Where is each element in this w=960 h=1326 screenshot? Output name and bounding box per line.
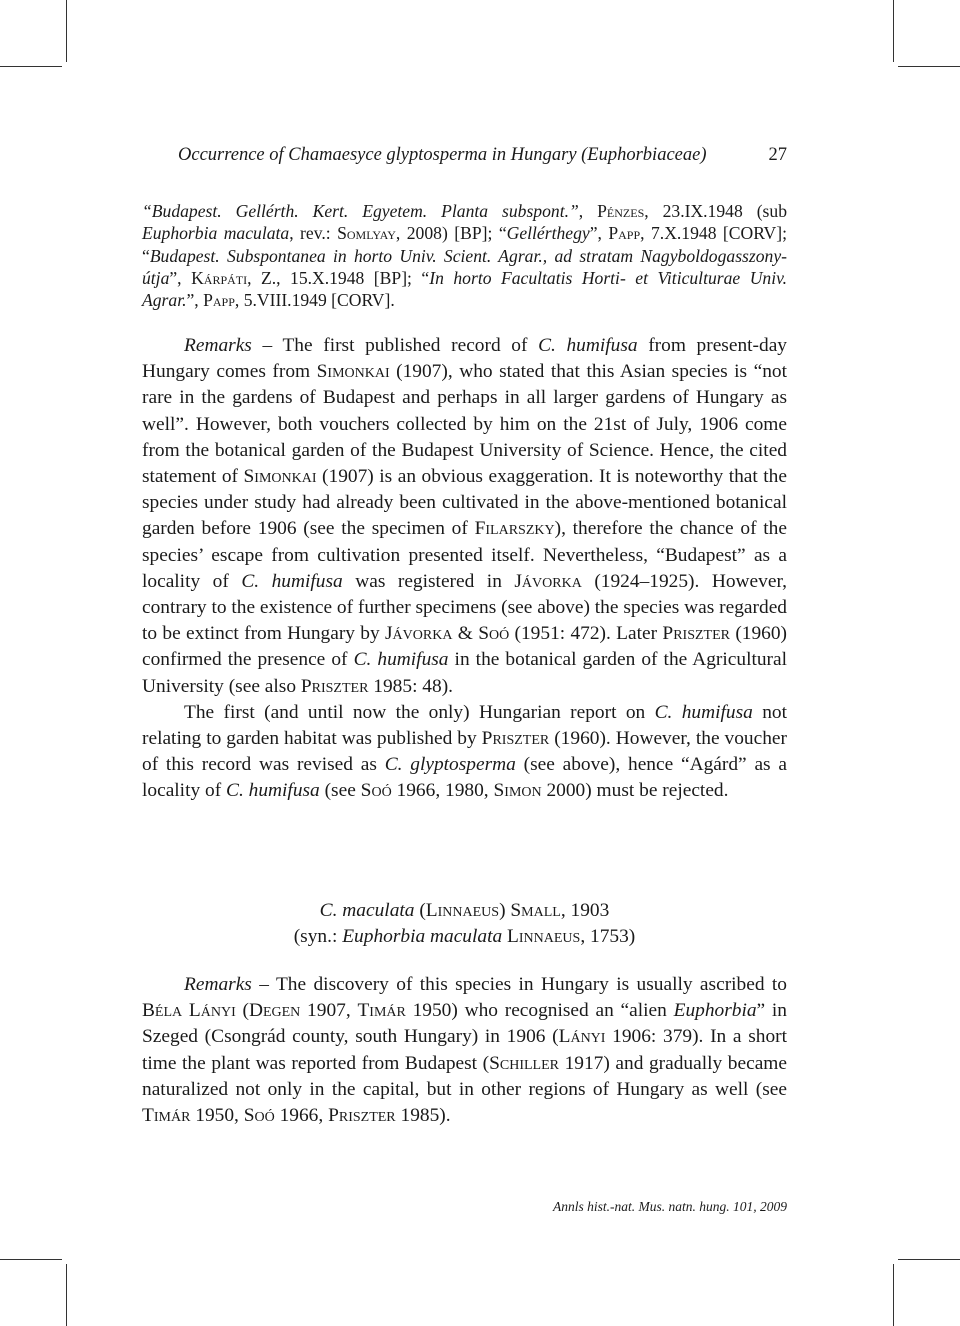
m-t9: Euphorbia [673, 1000, 757, 1022]
r1-t2: – The first published record of [251, 335, 539, 356]
r1-t9: Filarszky [474, 518, 555, 540]
sh-l2b: Euphorbia maculata [342, 926, 503, 948]
m-t18: 1966, [274, 1105, 329, 1127]
r1-t7: Simonkai [243, 466, 317, 488]
cit-s15: Kárpáti [191, 267, 248, 288]
m-t13: Schiller [489, 1052, 559, 1074]
cit-s1: “Budapest. Gellérth. Kert. Egyetem. Planta subspont.” [142, 201, 579, 221]
crop-mark-bottom-right [893, 1264, 894, 1326]
r1-t21: C. humifusa [353, 649, 449, 671]
species-heading-line-2 [142, 924, 787, 950]
r1-t1: Remarks [184, 335, 252, 356]
r2-t10: Soó [360, 780, 392, 802]
r2-t8: C. humifusa [226, 780, 320, 802]
r1-t20: (1960) confirmed the presence of [142, 623, 788, 671]
running-header [142, 143, 787, 167]
cit-s10: ”, [589, 223, 609, 244]
crop-mark-top-left-h [0, 66, 62, 67]
r1-t10: ), therefore the chance of the species’ escape from cultivation presented itself. Nevertheless, “Budapest” as a locality of [142, 518, 787, 592]
m-t5: Degen [248, 1000, 301, 1022]
m-t11: Lányi [558, 1026, 606, 1048]
r1-t18: (1951: 472). Later [509, 623, 663, 645]
sh-l1e: Small [510, 900, 561, 921]
remarks-paragraph-2 [142, 700, 787, 805]
cit-s3: Pénzes [597, 201, 645, 221]
cit-s9: Gellérthegy [506, 223, 590, 244]
r1-t16: & [452, 623, 479, 645]
cit-s7: Somlyay [337, 223, 396, 244]
r2-t1: The first (and until now the only) Hungarian report on [184, 701, 655, 723]
m-t3: Béla Lányi [142, 1000, 236, 1022]
m-t17: Soó [243, 1105, 275, 1127]
r2-t13: 2000) must be rejected. [541, 780, 729, 802]
page-number: 27 [768, 145, 787, 165]
cit-s2: , [578, 201, 598, 221]
specimen-citation [142, 200, 787, 311]
r1-t4: from present-day Hungary comes from [142, 335, 787, 383]
m-t15: Timár [142, 1105, 191, 1127]
r2-t7: (see above), hence “Agárd” as a locality of [142, 754, 787, 802]
cit-s14: ”, [169, 267, 192, 288]
cit-s8: , 2008) [BP]; “ [395, 223, 507, 244]
m-t19: Priszter [328, 1105, 396, 1127]
crop-mark-bottom-right-h [898, 1259, 960, 1260]
r1-t24: 1985: 48). [368, 675, 453, 697]
m-t6: 1907, [300, 1000, 358, 1022]
r1-t5: Simonkai [316, 361, 390, 383]
species-heading [142, 898, 787, 950]
cit-s6: , rev.: [289, 223, 338, 244]
remarks-paragraph-1 [142, 333, 787, 700]
m-t10: ” in Szeged (Csongrád county, south Hungary) in 1906 ( [142, 1000, 787, 1048]
r2-t2: C. humifusa [654, 701, 753, 723]
remarks-maculata-paragraph [142, 972, 787, 1129]
remarks-humifusa [142, 333, 787, 805]
sh-l2e: , 1753) [580, 926, 636, 948]
r1-t8: (1907) is an obvious exaggeration. It is noteworthy that the species under study had already been cultivated in the above-mentioned botanical garden before 1906 (see the specimen of [142, 466, 787, 540]
journal-footer: Annls hist.-nat. Mus. natn. hung. 101, 2009 [552, 1199, 787, 1214]
cit-s4: , 23.IX.1948 (sub [644, 201, 787, 221]
r1-t19: Priszter [662, 623, 730, 645]
sh-l1d: ) [499, 900, 511, 921]
cit-s5: Euphorbia maculata [142, 223, 290, 244]
m-t1: Remarks [184, 974, 252, 995]
r2-t4: Priszter [481, 728, 550, 750]
r1-t15: Jávorka [385, 623, 453, 645]
r1-t13: Jávorka [514, 570, 582, 592]
cit-s13: Budapest. Subspontanea in horto Univ. Scient. Agrar., ad stratam Nagyboldogasszony-útja [142, 245, 787, 288]
sh-l1a: C. maculata [319, 900, 415, 921]
remarks-maculata [142, 972, 787, 1129]
r1-t23: Priszter [300, 675, 369, 697]
cit-s17: In horto Facultatis Horti- et Viticulturae Univ. Agrar. [142, 267, 787, 311]
m-t8: 1950) who recognised an “alien [405, 1000, 674, 1022]
r2-t5: (1960). However, the voucher of this record was revised as [142, 728, 787, 776]
crop-mark-bottom-left [66, 1264, 67, 1326]
r2-t3: not relating to garden habitat was published by [142, 701, 788, 750]
crop-mark-top-left [66, 0, 67, 62]
running-title: Occurrence of Chamaesyce glyptosperma in Hungary (Euphorbiaceae) [178, 145, 707, 165]
crop-mark-top-right [893, 0, 894, 62]
cit-s16: , Z., 15.X.1948 [BP]; “ [247, 267, 430, 288]
r1-t14: (1924–1925). However, contrary to the existence of further specimens (see above) the species was regarded to be extinct from Hungary by [142, 570, 787, 645]
cit-s18: ”, [186, 290, 204, 311]
cit-s12: , 7.X.1948 [CORV]; “ [142, 223, 788, 266]
r2-t12: Simon [493, 780, 542, 802]
sh-l1c: Linnaeus [425, 900, 500, 921]
r1-t3: C. humifusa [538, 335, 638, 356]
r2-t9: (see [319, 780, 361, 802]
cit-s19: Papp [203, 290, 235, 311]
r1-t17: Soó [478, 623, 510, 645]
cit-s11: Papp [608, 223, 641, 244]
crop-mark-bottom-left-h [0, 1259, 62, 1260]
sh-l1b: ( [414, 900, 426, 921]
sh-l1f: , 1903 [560, 900, 610, 921]
sh-l2d: Linnaeus [507, 926, 581, 948]
r1-t22: in the botanical garden of the Agricultural University (see also [142, 649, 787, 697]
m-t20: 1985). [395, 1105, 451, 1127]
m-t14: 1917) and gradually became naturalized not only in the capital, but in other regions of Hungary as well (see [142, 1052, 787, 1100]
r1-t12: was registered in [342, 570, 515, 592]
r1-t11: C. humifusa [241, 570, 343, 592]
m-t16: 1950, [190, 1105, 244, 1127]
sh-l2a: (syn.: [293, 926, 343, 948]
r2-t11: 1966, 1980, [391, 780, 494, 802]
crop-mark-top-right-h [898, 66, 960, 67]
m-t7: Timár [357, 1000, 406, 1022]
r2-t6: C. glyptosperma [384, 754, 516, 776]
m-t12: 1906: 379). In a short time the plant was reported from Budapest ( [142, 1026, 787, 1074]
m-t4: ( [235, 1000, 249, 1022]
r1-t6: (1907), who stated that this Asian species is “not rare in the gardens of Budapest and perhaps in all larger gardens of Hungary as well”. However, both vouchers collected by him on the 21st of July, 1906 come from the botanical garden of the Budapest University of Science. Hence, the cited statement of [142, 361, 787, 488]
species-heading-line-1 [142, 898, 787, 924]
m-t2: – The discovery of this species in Hungary is usually ascribed to [251, 974, 787, 995]
cit-s20: , 5.VIII.1949 [CORV]. [234, 290, 395, 311]
